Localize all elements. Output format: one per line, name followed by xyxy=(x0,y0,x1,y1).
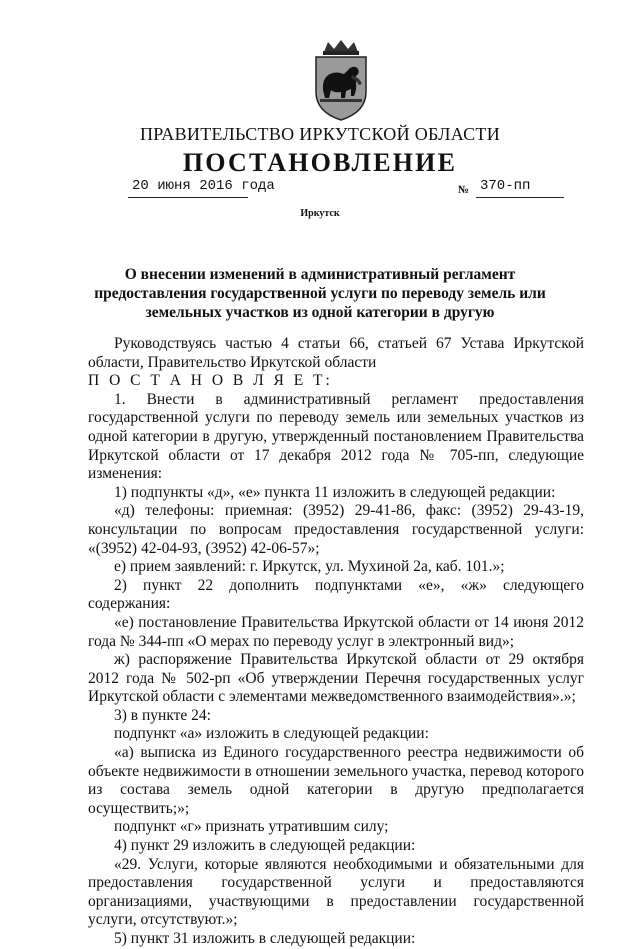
date-underline xyxy=(128,197,248,198)
number-label: № xyxy=(458,184,470,196)
paragraph: 2) пункт 22 дополнить подпунктами «е», «ж» следующего содержания: xyxy=(88,576,584,613)
paragraph: е) прием заявлений: г. Иркутск, ул. Мухиной 2а, каб. 101.»; xyxy=(114,558,505,576)
document-subject: О внесении изменений в административный регламент предоставления государственной услуги по переводу земель или земельных участков из одной категории в другую xyxy=(94,266,546,321)
paragraph: «29. Услуги, которые являются необходимыми и обязательными для предоставления государственной услуги и предоставляются организациями, участвующими в предоставлении государственной услуги, отсутствуют.»; xyxy=(88,855,584,929)
document-type: ПОСТАНОВЛЕНИЕ xyxy=(182,148,458,177)
decree-date: 20 июня 2016 года xyxy=(132,178,275,194)
city-name: Иркутск xyxy=(300,208,340,219)
resolves-heading: П О С Т А Н О В Л Я Е Т: xyxy=(88,372,333,390)
paragraph: «а) выписка из Единого государственного реестра недвижимости об объекте недвижимости в отношении земельного участка, перевод которого из состава земель одной категории в другую предполагается осуществить;»; xyxy=(88,744,584,817)
decree-number: 370-пп xyxy=(480,178,531,194)
paragraph: 5) пункт 31 изложить в следующей редакции: xyxy=(114,930,416,947)
paragraph: 1) подпункты «д», «е» пункта 11 изложить в следующей редакции: xyxy=(114,483,556,501)
number-underline xyxy=(476,197,564,198)
paragraph: «д) телефоны: приемная: (3952) 29-41-86, факс: (3952) 29-43-19, консультации по вопросам предоставления государственной услуги: «(3952) 42-04-93, (3952) 42-06-57»; xyxy=(88,502,584,557)
paragraph: подпункт «а» изложить в следующей редакции: xyxy=(114,725,429,743)
paragraph: 3) в пункте 24: xyxy=(114,706,211,724)
government-name: ПРАВИТЕЛЬСТВО ИРКУТСКОЙ ОБЛАСТИ xyxy=(139,124,501,144)
paragraph: подпункт «г» признать утратившим силу; xyxy=(114,818,389,836)
paragraph: Руководствуясь частью 4 статьи 66, статьей 67 Устава Иркутской области, Правительство Иркутской области xyxy=(88,335,584,371)
paragraph: ж) распоряжение Правительства Иркутской области от 29 октября 2012 года № 502-рп «Об утверждении Перечня государственных услуг Иркутской области с элементами межведомственного взаимодействия».»; xyxy=(88,651,584,706)
irkutsk-coat-of-arms-icon xyxy=(310,38,372,122)
paragraph: 4) пункт 29 изложить в следующей редакции: xyxy=(114,837,416,855)
paragraph: «е) постановление Правительства Иркутской области от 14 июня 2012 года № 344-пп «О мерах по переводу услуг в электронный вид»; xyxy=(88,613,584,650)
paragraph: 1. Внести в административный регламент предоставления государственной услуги по переводу земель или земельных участков из одной категории в другую, утвержденный постановлением Правительства Иркутской области от 17 декабря 2012 года № 705-пп, следующие изменения: xyxy=(88,390,584,483)
document-body xyxy=(88,335,584,949)
